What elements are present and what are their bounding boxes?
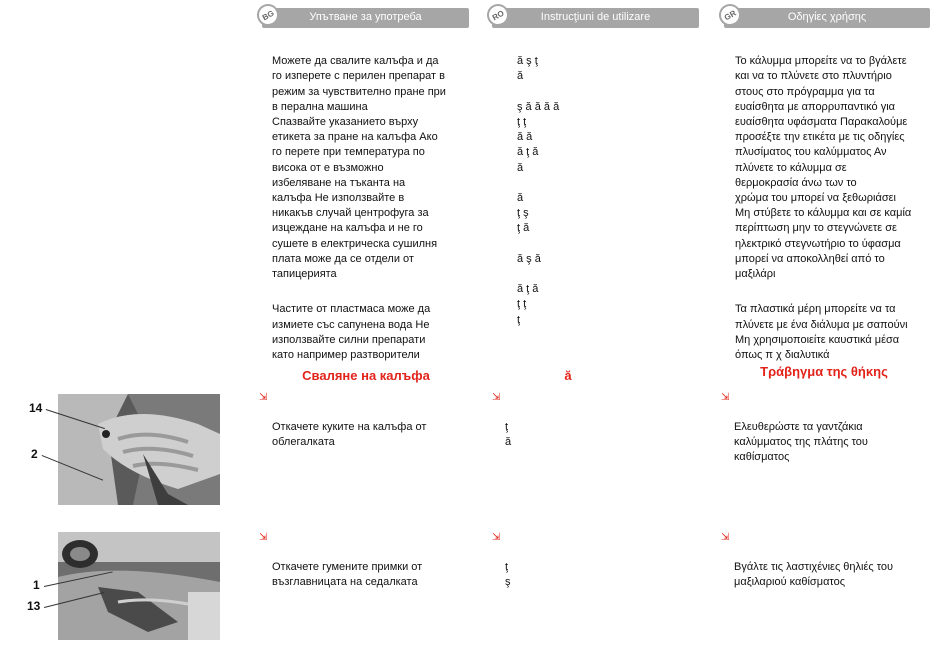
photo-unhook-cover-illustration (58, 394, 220, 505)
lang-badge-ro: RO (483, 0, 513, 30)
section-title-gr: Τράβηγμα της θήκης (760, 364, 888, 379)
body-text-ro (517, 39, 707, 348)
callout-2: 2 (31, 447, 38, 461)
photo-unhook-cushion (58, 532, 220, 640)
step-arrow-icon: ⇲ (259, 392, 268, 403)
paragraph-plastic-parts: Частите от пластмаса може да измиете със сапунена вода Не използвайте силни препарати като например разтворители (272, 303, 431, 362)
body-text-bg (272, 39, 472, 383)
callout-13: 13 (27, 599, 41, 613)
photo-unhook-cover (58, 394, 220, 505)
lang-badge-bg: BG (253, 0, 283, 30)
paragraph-plastic-parts: Τα πλαστικά μέρη μπορείτε να τα πλύνετε με ένα διάλυμα με σαπούνι Μη χρησιμοποιείτε καυστικά μέσα όπως π χ διαλυτικά (735, 303, 908, 362)
step-text: Ελευθερώστε τα γαντζάκια καλύμματος της πλάτης του καθίσματος (734, 421, 868, 463)
section-title-bg: Сваляне на калъфа (302, 368, 430, 383)
step-text: Βγάλτε τις λαστιχένιες θηλιές του μαξιλαριού καθίσματος (734, 561, 894, 588)
step-arrow-icon: ⇲ (492, 392, 501, 403)
step-2-bg (259, 530, 482, 590)
lang-badge-gr: GR (715, 0, 745, 30)
photo-unhook-cushion-illustration (58, 532, 220, 640)
step-arrow-icon: ⇲ (492, 532, 501, 543)
body-text-gr (735, 39, 935, 383)
header-ro (492, 8, 699, 28)
paragraph-cover-washing: ă ş ţ ă ş ă ă ă ă ţ ţ ă ă ă ţ ă ă ă ţ ş ţ ă ă ş ă ă ţ ă ţ ţ ţ (517, 55, 560, 326)
step-1-gr (721, 390, 946, 465)
paragraph-cover-washing: Можете да свалите калъфа и да го изперете с перилен препарат в режим за чувствително пране при в перална машина Спазвайте указанието върху етикета за пране на калъфа Ако го перете при температура по висока от е възможно избеляване на тъканта на калъфа Не използвайте в никакъв случай центрофуга за изцеждане на калъфа и не го сушете в електрическа сушилня плата може да се отдели от тапицерията (272, 55, 446, 281)
step-text: ţ ş (505, 561, 511, 588)
paragraph-cover-washing: Το κάλυμμα μπορείτε να το βγάλετε και να το πλύνετε στο πλυντήριο στους στο πρόγραμμα για τα ευαίσθητα με απορρυπαντικό για ευαίσθητα υφάσματα Παρακαλούμε προσέξτε την ετικέτα με τις οδηγίες πλυσίματος του καλύμματος Αν πλύνετε το κάλυμμα σε θερμοκρασία άνω των το χρώμα του μπορεί να ξεθωριάσει Μη στύβετε το κάλυμμα και σε καμία περίπτωση μην το στεγνώνετε σε ηλεκτρικό στεγνωτήριο το ύφασμα μπορεί να αποκολληθεί από το μαξιλάρι (735, 55, 912, 281)
callout-14: 14 (29, 401, 43, 415)
step-text: Откачете гумените примки от възглавницата на седалката (272, 561, 423, 588)
step-2-gr (721, 530, 946, 590)
header-gr (724, 8, 930, 28)
step-text: ţ ă (505, 421, 512, 448)
callout-1: 1 (33, 578, 40, 592)
step-arrow-icon: ⇲ (259, 532, 268, 543)
header-bg (262, 8, 469, 28)
section-title-ro: ă (564, 368, 572, 383)
step-1-ro (492, 390, 705, 450)
header-title-gr: Οδηγίες χρήσης (787, 11, 867, 23)
step-text: Откачете куките на калъфа от облегалката (272, 421, 427, 448)
step-arrow-icon: ⇲ (721, 532, 730, 543)
header-title-ro: Instrucţiuni de utilizare (540, 11, 651, 23)
step-2-ro (492, 530, 705, 590)
step-arrow-icon: ⇲ (721, 392, 730, 403)
step-1-bg (259, 390, 482, 450)
header-title-bg: Упътване за употреба (309, 11, 422, 23)
